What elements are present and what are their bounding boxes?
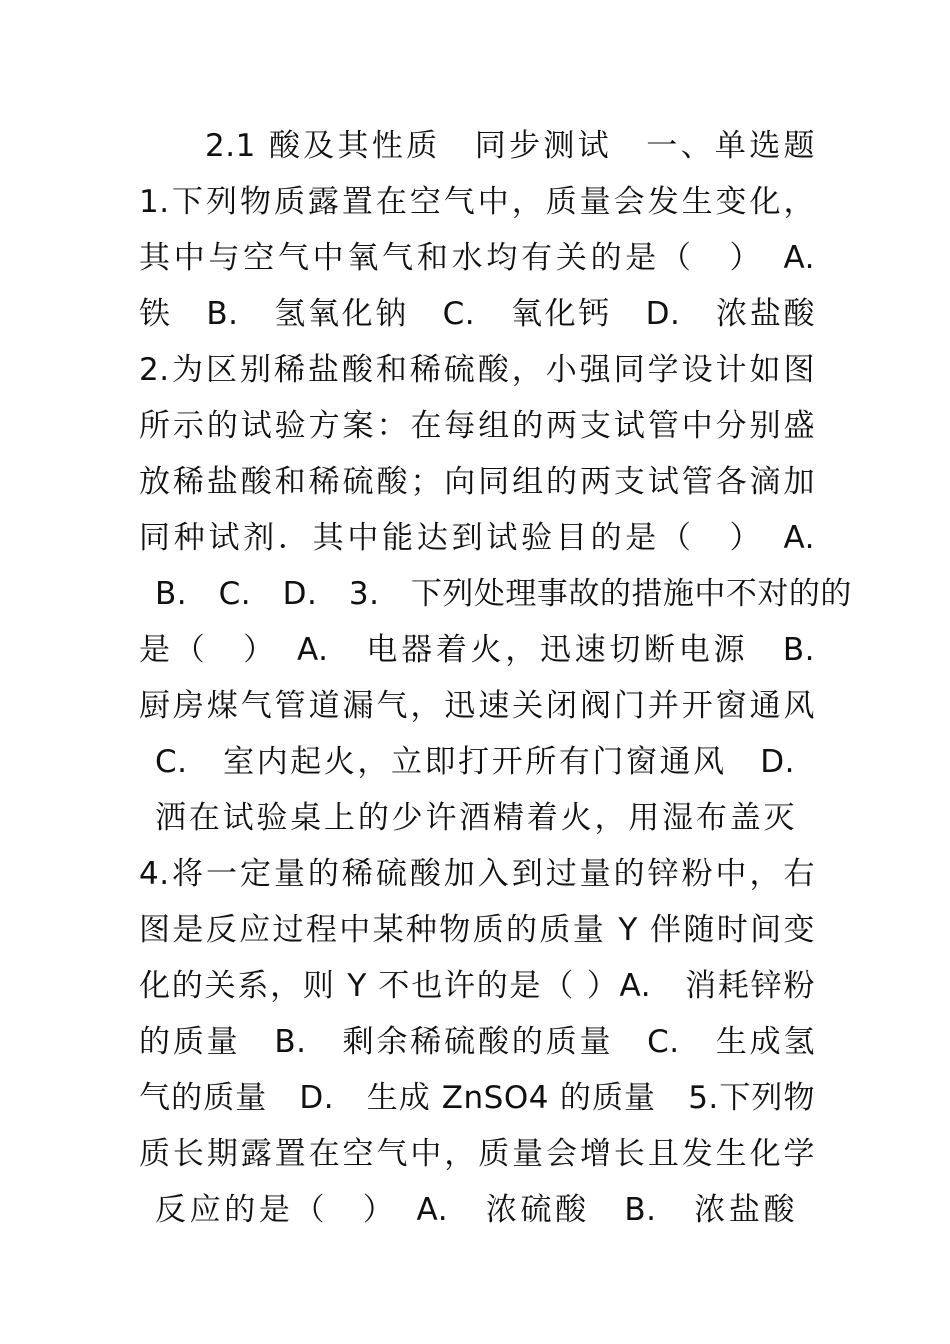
text-line: B. C. D. 3. 下列处理事故的措施中不对的的	[155, 576, 852, 612]
text-line-title: 2.1 酸及其性质 同步测试 一、单选题	[205, 128, 815, 164]
text-line: 1.下列物质露置在空气中，质量会发生变化，	[139, 184, 815, 220]
text-line: 同种试剂．其中能达到试验目的是（ ） A.	[139, 520, 815, 556]
text-line: 放稀盐酸和稀硫酸；向同组的两支试管各滴加	[139, 464, 815, 500]
text-line: 气的质量 D. 生成 ZnSO4 的质量 5.下列物	[139, 1080, 815, 1116]
text-line: 其中与空气中氧气和水均有关的是（ ） A.	[139, 240, 815, 276]
text-line: 4.将一定量的稀硫酸加入到过量的锌粉中，右	[139, 856, 815, 892]
text-line: 图是反应过程中某种物质的质量 Y 伴随时间变	[139, 912, 815, 948]
text-line: 所示的试验方案：在每组的两支试管中分别盛	[139, 408, 815, 444]
text-line: 反应的是（ ） A. 浓硫酸 B. 浓盐酸	[155, 1192, 795, 1228]
text-line: 化的关系，则 Y 不也许的是（ ）A. 消耗锌粉	[139, 968, 815, 1004]
text-line: 2.为区别稀盐酸和稀硫酸，小强同学设计如图	[139, 352, 815, 388]
text-line: 铁 B. 氢氧化钠 C. 氧化钙 D. 浓盐酸	[139, 296, 815, 332]
text-line: 是（ ） A. 电器着火，迅速切断电源 B.	[139, 632, 815, 668]
text-line: 洒在试验桌上的少许酒精着火，用湿布盖灭	[155, 800, 795, 836]
text-line: C. 室内起火，立即打开所有门窗通风 D.	[155, 744, 795, 780]
text-line: 的质量 B. 剩余稀硫酸的质量 C. 生成氢	[139, 1024, 815, 1060]
text-line: 质长期露置在空气中，质量会增长且发生化学	[139, 1136, 815, 1172]
text-line: 厨房煤气管道漏气，迅速关闭阀门并开窗通风	[139, 688, 815, 724]
